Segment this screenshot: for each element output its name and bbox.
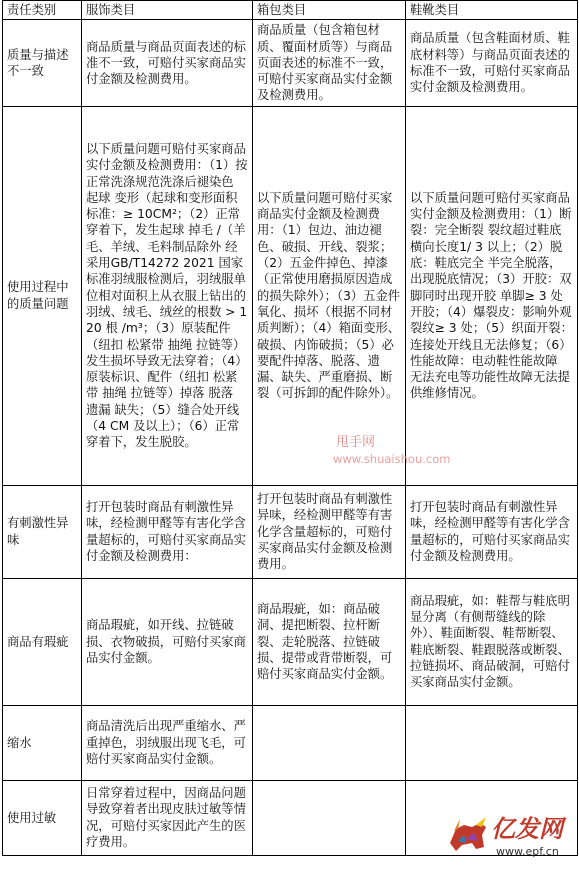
bull-icon bbox=[446, 813, 492, 859]
cell-bags: 打开包装时商品有刺激性异味，经检测甲醛等有害化学含量超标的，可赔付买家商品实付金额及检测费用。 bbox=[253, 485, 406, 578]
row-category: 使用过程中的质量问题 bbox=[3, 106, 82, 485]
watermark-name: 甩手网 bbox=[336, 435, 376, 450]
cell-shoes: 商品瑕疵，如：鞋帮与鞋底明显分离（有侧帮缝线的除外）、鞋面断裂、鞋帮断裂、鞋底断裂、鞋跟脱落或断裂、拉链损坏、商品破洞，可赔付买家商品实付金额。 bbox=[406, 578, 578, 705]
cell-bags: 商品瑕疵，如：商品破洞、提把断裂、拉杆断裂、走轮脱落、拉链破损、提带或背带断裂，可赔付买家商品实付金额。 bbox=[253, 578, 406, 705]
row-category: 使用过敏 bbox=[3, 780, 82, 855]
cell-bags: 以下质量问题可赔付买家商品实付金额及检测费用：（1）包边、油边褪色、破损、开线、裂浆；（2）五金件掉色、掉漆（正常使用磨损原因造成的损失除外）；（3）五金件氧化、损坏（根据不同材质判断）；（4）箱面变形、破损、内饰破损；（5）必要配件掉落、脱落、遗漏、缺失、严重磨损、断裂（可拆卸的配件除外）。 bbox=[253, 106, 406, 485]
cell-bags bbox=[253, 780, 406, 855]
header-row bbox=[3, 1, 578, 20]
table-row bbox=[3, 705, 578, 780]
row-category: 质量与描述不一致 bbox=[3, 20, 82, 106]
cell-clothing: 以下质量问题可赔付买家商品实付金额及检测费用：（1）按正常洗涤规范洗涤后褪染色 起球 变形（起球和变形面积标准：≥ 10CM²；（2）正常穿着下，发生起球 掉毛 /（羊毛、羊绒、毛料制品除外 经采用GB/T14272 2021 国家标准羽绒服检测后，羽绒服单位相对面积上从衣服上钻出的羽绒、绒毛、绒丝的根数 > 120 根 /m³；（3）原装配件（纽扣 松紧带 抽绳 拉链等）发生损坏导致无法穿着；（4）原装标识、配件（纽扣 松紧带 抽绳 拉链等）掉落 脱落 遗漏 缺失；（5）缝合处开线（4 CM 及以上）；（6）正常穿着下，发生脱胶。 bbox=[82, 106, 253, 485]
header-shoes: 鞋靴类目 bbox=[406, 1, 578, 20]
responsibility-table bbox=[2, 0, 578, 856]
header-bags: 箱包类目 bbox=[253, 1, 406, 20]
cell-clothing: 商品质量与商品页面表述的标准不一致，可赔付买家商品实付金额及检测费用。 bbox=[82, 20, 253, 106]
cell-shoes: 打开包装时商品有刺激性异味，经检测甲醛等有害化学含量超标的，可赔付买家商品实付金额及检测费用。 bbox=[406, 485, 578, 578]
cell-clothing: 日常穿着过程中，因商品问题导致穿着者出现皮肤过敏等情况，可赔付买家因此产生的医疗费用。 bbox=[82, 780, 253, 855]
cell-shoes: 商品质量（包含鞋面材质、鞋底材料等）与商品页面表述的标准不一致，可赔付买家商品实付金额及检测费用。 bbox=[406, 20, 578, 106]
cell-shoes: 以下质量问题可赔付买家商品实付金额及检测费用：（1）断裂：完全断裂 裂纹超过鞋底横向长度1/ 3 以上；（2）脱底：鞋底完全 半完全脱落，出现脱底情况；（3）开胶：双脚同时出现开胶 单脚≥ 3 处开胶；（4）爆裂皮：影响外观 裂纹≥ 3 处；（5）织面开裂：连接处开线且无法修复；（6）性能故障：电动鞋性能故障 无法充电等功能性故障无法提供维修情况。 bbox=[406, 106, 578, 485]
row-category: 有刺激性异味 bbox=[3, 485, 82, 578]
cell-shoes bbox=[406, 705, 578, 780]
header-clothing: 服饰类目 bbox=[82, 1, 253, 20]
logo-url: www.epf.cn bbox=[496, 845, 559, 858]
cell-bags bbox=[253, 705, 406, 780]
table-row bbox=[3, 20, 578, 106]
row-category: 商品有瑕疵 bbox=[3, 578, 82, 705]
logo-name: 亿发网 bbox=[491, 814, 563, 843]
table-row bbox=[3, 578, 578, 705]
site-logo bbox=[446, 805, 578, 869]
table-row bbox=[3, 106, 578, 485]
cell-clothing: 商品清洗后出现严重缩水、严重掉色，羽绒服出现飞毛，可赔付买家商品实付金额。 bbox=[82, 705, 253, 780]
header-category: 责任类别 bbox=[3, 1, 82, 20]
table-row bbox=[3, 485, 578, 578]
cell-bags: 商品质量（包含箱包材质、覆面材质等）与商品页面表述的标准不一致，可赔付买家商品实付金额及检测费用。 bbox=[253, 20, 406, 106]
watermark-url: www.shuaishou.com bbox=[333, 452, 451, 466]
cell-clothing: 商品瑕疵，如开线、拉链破损、衣物破损，可赔付买家商品实付金额。 bbox=[82, 578, 253, 705]
cell-clothing: 打开包装时商品有刺激性异味，经检测甲醛等有害化学含量超标的，可赔付买家商品实付金额及检测费用： bbox=[82, 485, 253, 578]
row-category: 缩水 bbox=[3, 705, 82, 780]
